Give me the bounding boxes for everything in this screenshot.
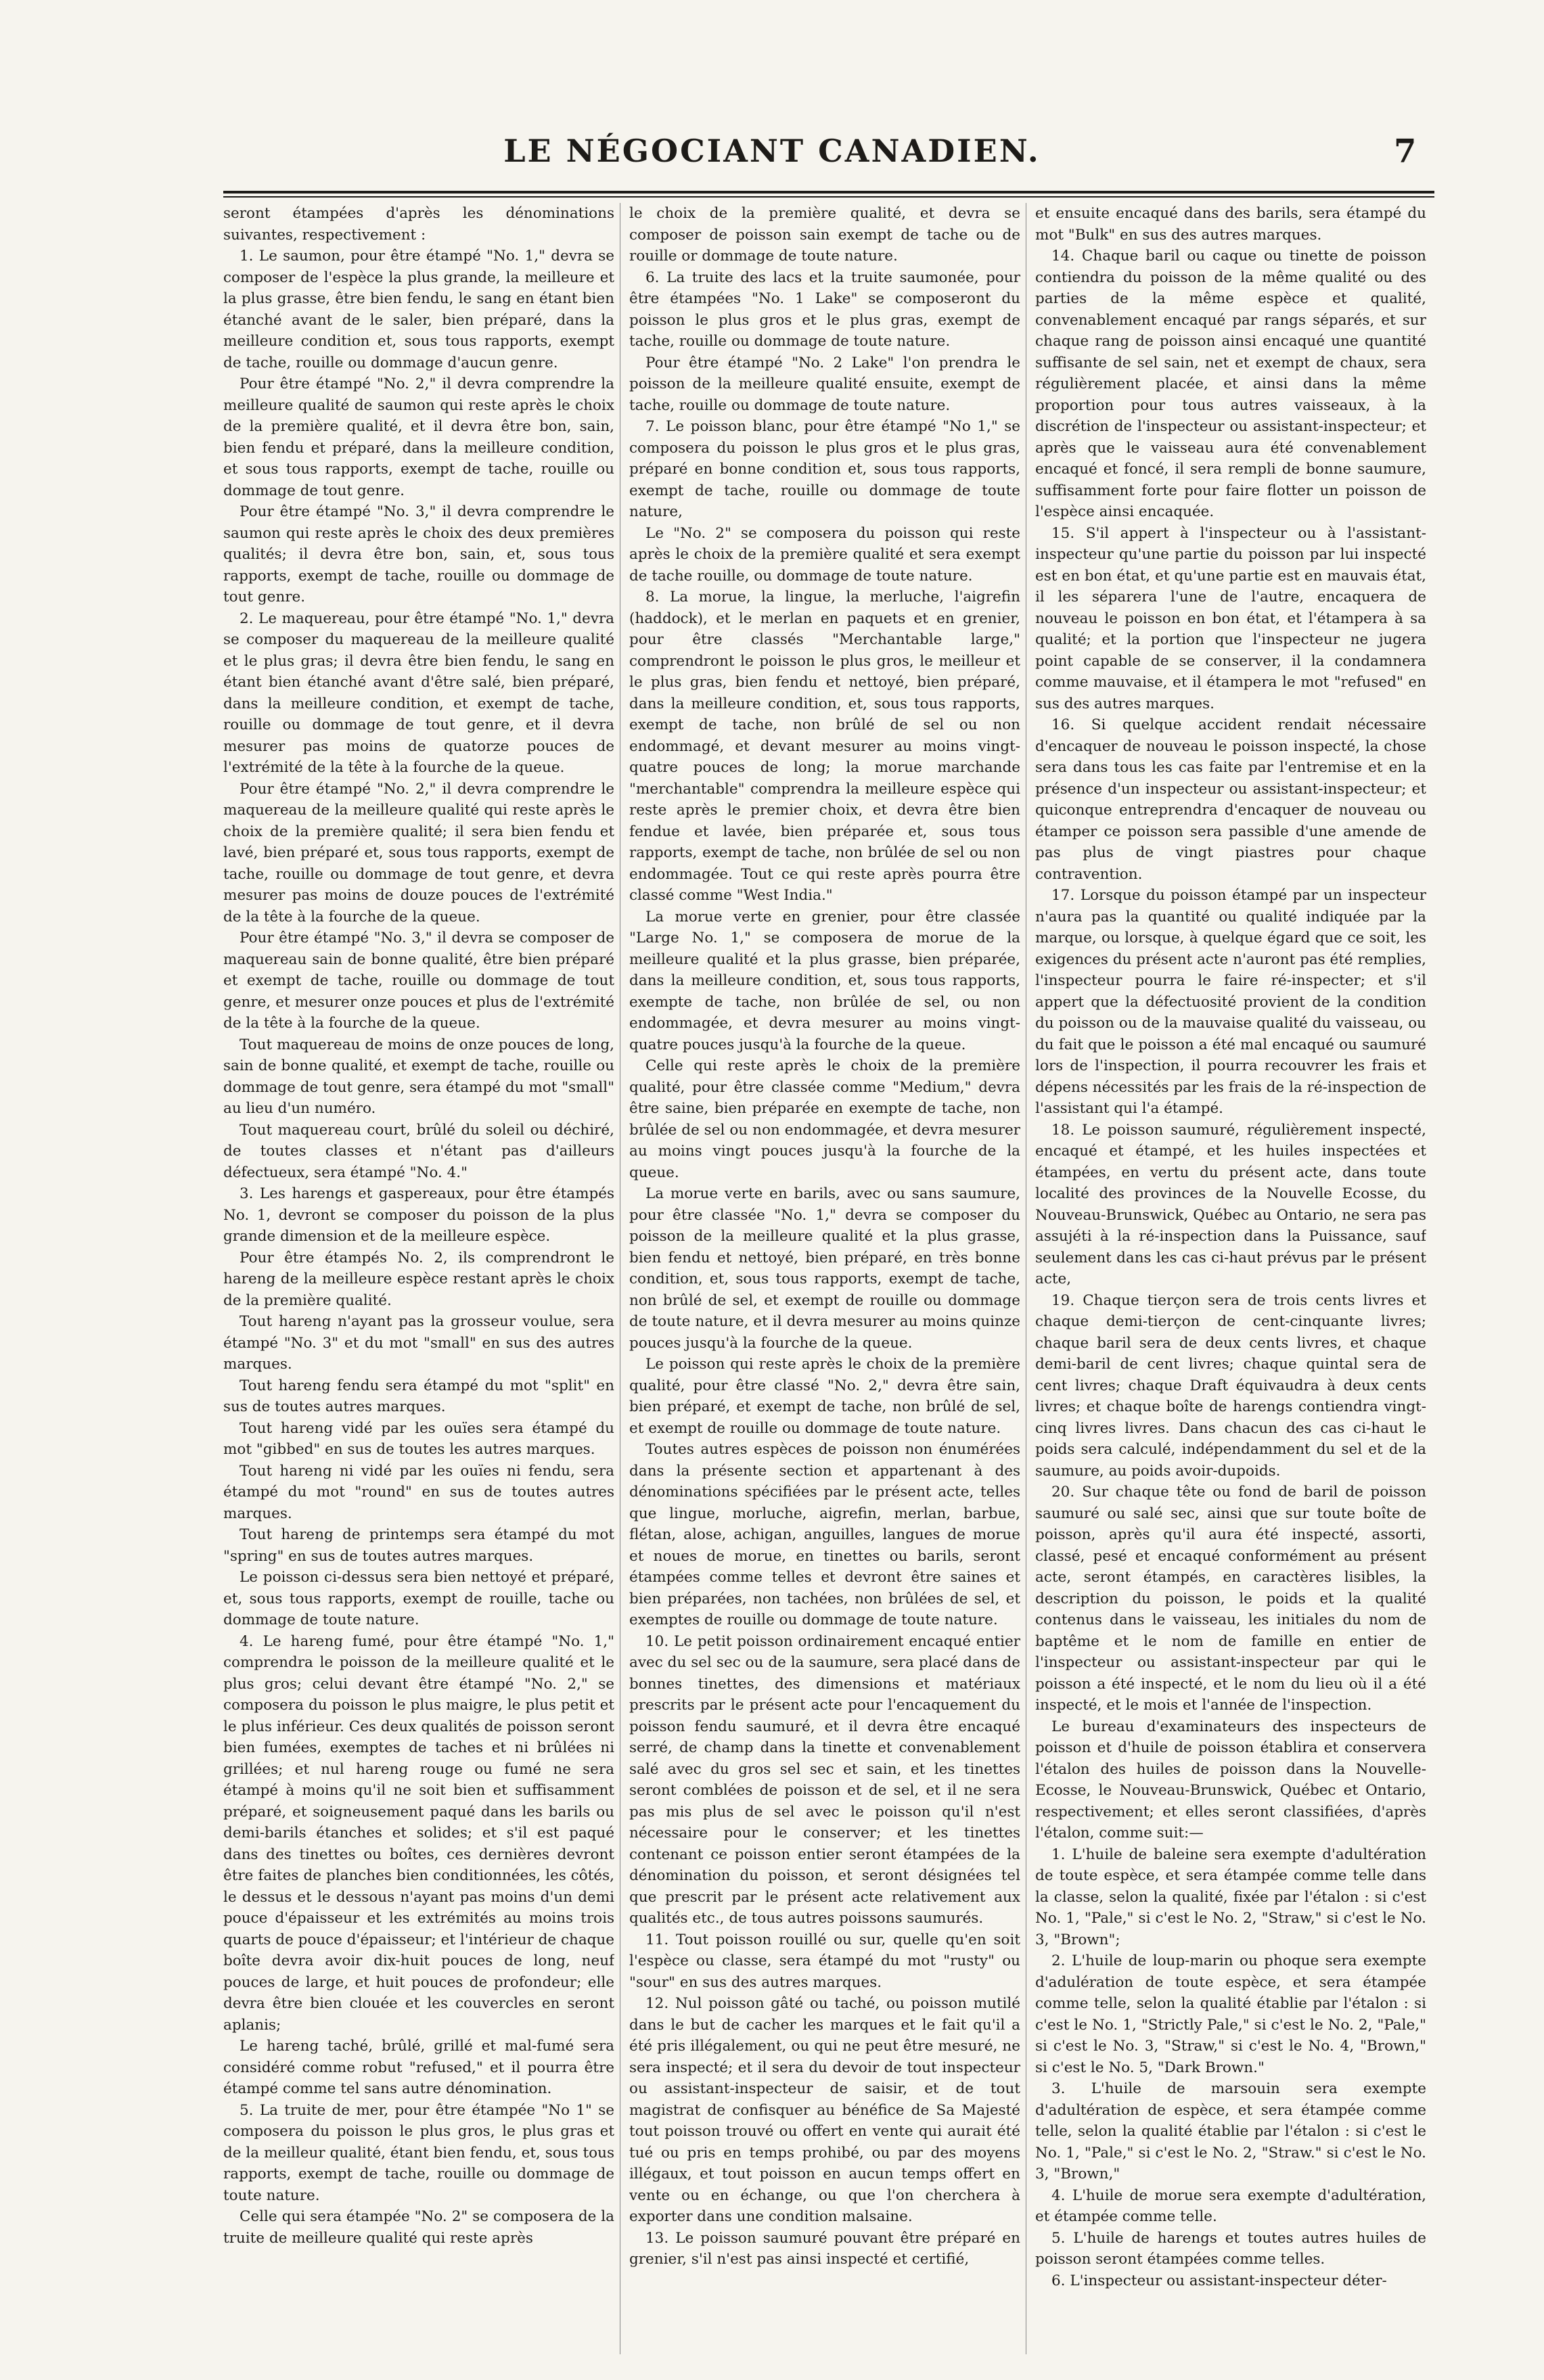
paragraph: 4. L'huile de morue sera exempte d'adultération, et étampée comme telle. [1035,2187,1426,2225]
paragraph: Pour être étampé "No. 2 Lake" l'on prendra le poisson de la meilleure qualité ensuite, exempt de tache, rouille ou dommage de toute nature. [629,354,1020,414]
paragraph: Tout hareng ni vidé par les ouïes ni fendu, sera étampé du mot "round" en sus de toutes autres marques. [223,1462,614,1522]
paragraph: 5. L'huile de harengs et toutes autres huiles de poisson seront étampées comme telles. [1035,2229,1426,2268]
column-1 [223,203,614,2354]
paragraph: Tout maquereau de moins de onze pouces de long, sain de bonne qualité, et exempt de tache, rouille ou dommage de tout genre, sera étampé du mot "small" au lieu d'un numéro. [223,1036,614,1117]
paragraph: La morue verte en barils, avec ou sans saumure, pour être classée "No. 1," devra se composer du poisson de la meilleure qualité et la plus grasse, bien fendu et nettoyé, bien préparé, en très bonne condition, et, sous tous rapports, exempt de tache, non brûlé de sel, et exempt de rouille ou dommage de toute nature, et il devra mesurer au moins quinze pouces jusqu'à la fourche de la queue. [629,1185,1020,1352]
column-2 [629,203,1020,2354]
paragraph: 7. Le poisson blanc, pour être étampé "No 1," se composera du poisson le plus gros et le plus gras, préparé en bonne condition et, sous tous rapports, exempt de tache, rouille ou dommage de toute nature, [629,418,1020,520]
paragraph: Pour être étampé "No. 3," il devra se composer de maquereau sain de bonne qualité, être bien préparé et exempt de tache, rouille ou dommage de tout genre, et mesurer onze pouces et plus de l'extrémité de la tête à la fourche de la queue. [223,930,614,1032]
paragraph: 15. S'il appert à l'inspecteur ou à l'assistant-inspecteur qu'une partie du poisson par lui inspecté est en bon état, et qu'une partie est en mauvais état, il les séparera l'une de l'autre, encaquera de nouveau le poisson en bon état, et l'étampera à sa qualité; et la portion que l'inspecteur ne jugera point capable de se conserver, il la condamnera comme mauvaise, et il étampera le mot "refused" en sus des autres marques. [1035,524,1426,712]
paragraph: La morue verte en grenier, pour être classée "Large No. 1," se composera de morue de la meilleure qualité et la plus grasse, bien préparée, dans la meilleure condition, et, sous tous rapports, exempte de tache, non brûlée de sel, ou non endommagée, et devra mesurer au moins vingt-quatre pouces jusqu'à la fourche de la queue. [629,908,1020,1053]
paragraph: 17. Lorsque du poisson étampé par un inspecteur n'aura pas la quantité ou qualité indiquée par la marque, ou lorsque, à quelque égard que ce soit, les exigences du présent acte n'auront pas été remplies, l'inspecteur pourra le faire ré-inspecter; et s'il appert que la défectuosité provient de la condition du poisson ou de la mauvaise qualité du vaisseau, ou du fait que le poisson a été mal encaqué ou saumuré lors de l'inspection, il pourra recouvrer les frais et dépens nécessités par les frais de la ré-inspection de l'assistant qui l'a étampé. [1035,887,1426,1117]
paragraph: 19. Chaque tierçon sera de trois cents livres et chaque demi-tierçon de cent-cinquante livres; chaque baril sera de deux cents livres, et chaque demi-baril de cent livres; chaque quintal sera de cent livres; chaque Draft équivaudra à deux cents livres; et chaque boîte de harengs contiendra vingt-cinq livres livres. Dans chacun des cas ci-haut le poids sera calculé, indépendamment du sel et de la saumure, au poids avoir-dupoids. [1035,1291,1426,1480]
paragraph: Tout maquereau court, brûlé du soleil ou déchiré, de toutes classes et n'étant pas d'ailleurs défectueux, sera étampé "No. 4." [223,1121,614,1181]
paragraph: 11. Tout poisson rouillé ou sur, quelle qu'en soit l'espèce ou classe, sera étampé du mot "rusty" ou "sour" en sus des autres marques. [629,1931,1020,1991]
paragraph: Le poisson qui reste après le choix de la première qualité, pour être classé "No. 2," devra être sain, bien préparé, et exempt de tache, non brûlé de sel, et exempt de rouille ou dommage de toute nature. [629,1356,1020,1437]
paragraph: 1. Le saumon, pour être étampé "No. 1," devra se composer de l'espèce la plus grande, la meilleure et la plus grasse, être bien fendu, le sang en étant bien étanché avant de le saler, bien préparé, dans la meilleure condition et, sous tous rapports, exempt de tache, rouille ou dommage d'aucun genre. [223,248,614,371]
masthead-title: LE NÉGOCIANT CANADIEN. [503,133,1041,169]
paragraph: 6. L'inspecteur ou assistant-inspecteur déter- [1051,2272,1387,2289]
paragraph: 12. Nul poisson gâté ou taché, ou poisson mutilé dans le but de cacher les marques et le fait qu'il a été pris illégalement, ou qui ne peut être mesuré, ne sera inspecté; et il sera du devoir de tout inspecteur ou assistant-inspecteur de saisir, et de tout magistrat de confisquer au bénéfice de Sa Majesté tout poisson trouvé ou offert en vente qui aurait été tué ou pris en temps prohibé, ou par des moyens illégaux, et tout poisson en aucun temps offert en vente ou en échange, ou que l'on cherchera à exporter dans une condition malsaine. [629,1995,1020,2225]
paragraph: et ensuite encaqué dans des barils, sera étampé du mot "Bulk" en sus des autres marques. [1035,205,1426,244]
paragraph: Le "No. 2" se composera du poisson qui reste après le choix de la première qualité et sera exempt de tache rouille, ou dommage de toute nature. [629,524,1020,585]
paragraph: Pour être étampé "No. 2," il devra comprendre le maquereau de la meilleure qualité qui reste après le choix de la première qualité; il sera bien fendu et lavé, bien préparé et, sous tous rapports, exempt de tache, rouille ou dommage de tout genre, et devra mesurer pas moins de douze pouces de l'extrémité de la tête à la fourche de la queue. [223,780,614,925]
column-3 [1035,203,1426,2354]
paragraph: 4. Le hareng fumé, pour être étampé "No. 1," comprendra le poisson de la meilleure qualité et le plus gros; celui devant être étampé "No. 2," se composera du poisson le plus maigre, le plus petit et le plus inférieur. Ces deux qualités de poisson seront bien fumées, exemptes de taches et ni brûlées ni grillées; et nul hareng rouge ou fumé ne sera étampé à moins qu'il ne soit bien et suffisamment préparé, et soigneusement paqué dans les barils ou demi-barils étanches et solides; et s'il est paqué dans des tinettes ou boîtes, ces dernières devront être faites de planches bien conditionnées, les côtés, le dessus et le dessous n'ayant pas moins d'un demi pouce d'épaisseur et les extrémités au moins trois quarts de pouce d'épaisseur; et l'intérieur de chaque boîte devra avoir dix-huit pouces de long, neuf pouces de large, et huit pouces de profondeur; elle devra être bien clouée et les couvercles en seront aplanis; [223,1632,614,2034]
paragraph: 3. Les harengs et gaspereaux, pour être étampés No. 1, devront se composer du poisson de la plus grande dimension et de la meilleure espèce. [223,1185,614,1245]
paragraph: 20. Sur chaque tête ou fond de baril de poisson saumuré ou salé sec, ainsi que sur toute boîte de poisson, après qu'il aura été inspecté, assorti, classé, pesé et encaqué conformément au présent acte, seront étampés, en caractères lisibles, la description du poisson, le poids et la qualité contenus dans le vaisseau, les initiales du nom de baptême et le nom de famille en entier de l'inspecteur ou assistant-inspecteur par qui le poisson a été inspecté, et le nom du lieu où il a été inspecté, et le mois et l'année de l'inspection. [1035,1484,1426,1714]
paragraph: 2. Le maquereau, pour être étampé "No. 1," devra se composer du maquereau de la meilleure qualité et le plus gras; il devra être bien fendu, le sang en étant bien étanché avant d'être salé, bien préparé, dans la meilleure condition, et exempt de tache, rouille ou dommage de tout genre, et il devra mesurer pas moins de quatorze pouces de l'extrémité de la tête à la fourche de la queue. [223,610,614,776]
header-rule-thin [223,196,1434,198]
paragraph: Le poisson ci-dessus sera bien nettoyé et préparé, et, sous tous rapports, exempt de rouille, tache ou dommage de toute nature. [223,1569,614,1628]
paragraph: 18. Le poisson saumuré, régulièrement inspecté, encaqué et étampé, et les huiles inspectées et étampées, en vertu du présent acte, dans toute localité des provinces de la Nouvelle Ecosse, du Nouveau-Brunswick, Québec au Ontario, ne sera pas assujéti à la ré-inspection dans la Puissance, sauf seulement dans les cas ci-haut prévus par le présent acte, [1035,1121,1426,1287]
paragraph: Pour être étampés No. 2, ils comprendront le hareng de la meilleure espèce restant après le choix de la première qualité. [223,1249,614,1309]
paragraph: 5. La truite de mer, pour être étampée "No 1" se composera du poisson le plus gros, le plus gras et de la meilleur qualité, étant bien fendu, et, sous tous rapports, exempt de tache, rouille ou dommage de toute nature. [223,2101,614,2204]
page-number: 7 [1394,133,1417,170]
paragraph: 3. L'huile de marsouin sera exempte d'adultération de espèce, et sera étampée comme telle, selon la qualité établie par l'étalon : si c'est le No. 1, "Pale," si c'est le No. 2, "Straw." si c'est le No. 3, "Brown," [1035,2080,1426,2182]
paragraph: Tout hareng de printemps sera étampé du mot "spring" en sus de toutes autres marques. [223,1526,614,1565]
paragraph: Tout hareng n'ayant pas la grosseur voulue, sera étampé "No. 3" et du mot "small" en sus des autres marques. [223,1313,614,1373]
paragraph: le choix de la première qualité, et devra se composer de poisson sain exempt de tache ou de rouille or dommage de toute nature. [629,205,1020,265]
paragraph: 6. La truite des lacs et la truite saumonée, pour être étampées "No. 1 Lake" se composeront du poisson le plus gros et le plus gras, exempt de tache, rouille ou dommage de toute nature. [629,269,1020,350]
paragraph: 8. La morue, la lingue, la merluche, l'aigrefin (haddock), et le merlan en paquets et en grenier, pour être classés "Merchantable large," comprendront le poisson le plus gros, le meilleur et le plus gras, bien fendu et nettoyé, bien préparé, dans la meilleure condition, et, sous tous rapports, exempt de tache, non brûlé de sel ou non endommagé, et devant mesurer au moins vingt-quatre pouces de long; la morue marchande "merchantable" comprendra la meilleure espèce qui reste après le premier choix, et devra être bien fendue et lavée, bien préparée et, sous tous rapports, exempt de tache, non brûlée de sel ou non endommagée. Tout ce qui reste après pourra être classé comme "West India." [629,589,1020,904]
paragraph: Celle qui sera étampée "No. 2" se composera de la truite de meilleure qualité qui reste après [223,2208,614,2247]
paragraph: 2. L'huile de loup-marin ou phoque sera exempte d'adulération de toute espèce, et sera étampée comme telle, selon la qualité établie par l'étalon : si c'est le No. 1, "Strictly Pale," si c'est le No. 2, "Pale," si c'est le No. 3, "Straw," si c'est le No. 4, "Brown," si c'est le No. 5, "Dark Brown." [1035,1952,1426,2076]
page-header [0,133,1544,180]
paragraph: Tout hareng fendu sera étampé du mot "split" en sus de toutes autres marques. [223,1377,614,1415]
paragraph: 10. Le petit poisson ordinairement encaqué entier avec du sel sec ou de la saumure, sera placé dans de bonnes tinettes, des dimensions et matériaux prescrits par le présent acte pour l'encaquement du poisson fendu saumuré, et il devra être encaqué serré, de champ dans la tinette et convenablement salé avec du gros sel sec et sain, et les tinettes seront comblées de poisson et de sel, et il ne sera pas mis plus de sel avec le poisson qu'il n'est nécessaire pour le conserver; et les tinettes contenant ce poisson entier seront étampées de la dénomination du poisson, et seront désignées tel que prescrit par le présent acte relativement aux qualités etc., de tous autres poissons saumurés. [629,1632,1020,1927]
paragraph: 16. Si quelque accident rendait nécessaire d'encaquer de nouveau le poisson inspecté, la chose sera dans tous les cas faite par l'entremise et en la présence d'un inspecteur ou assistant-inspecteur; et quiconque entreprendra d'encaquer de nouveau ou étamper ce poisson sera passible d'une amende de pas plus de vingt piastres pour chaque contravention. [1035,716,1426,883]
paragraph: Le hareng taché, brûlé, grillé et mal-fumé sera considéré comme robut "refused," et il pourra être étampé comme tel sans autre dénomination. [223,2038,614,2097]
header-rule [223,191,1434,193]
paragraph: Tout hareng vidé par les ouïes sera étampé du mot "gibbed" en sus de toutes les autres marques. [223,1419,614,1458]
paragraph: Toutes autres espèces de poisson non énumérées dans la présente section et appartenant à des dénominations spécifiées par le présent acte, telles que lingue, morluche, aigrefin, merlan, barbue, flétan, alose, achigan, anguilles, langues de morue et noues de morue, en tinettes ou barils, seront étampées comme telles et devront être saines et bien préparées, non tachées, non brûlées de sel, et exemptes de rouille ou dommage de toute nature. [629,1441,1020,1628]
paragraph: 14. Chaque baril ou caque ou tinette de poisson contiendra du poisson de la même qualité ou des parties de la même espèce et qualité, convenablement encaqué par rangs séparés, et sur chaque rang de poisson ainsi encaqué une quantité suffisante de sel sain, net et exempt de chaux, sera régulièrement placée, et ainsi dans la même proportion pour tous autres vaisseaux, à la discrétion de l'inspecteur ou assistant-inspecteur; et après que le vaisseau aura été convenablement encaqué et foncé, il sera rempli de bonne saumure, suffisamment forte pour faire flotter un poisson de l'espèce ainsi encaquée. [1035,248,1426,520]
paragraph: 1. L'huile de baleine sera exempte d'adultération de toute espèce, et sera étampée comme telle dans la classe, selon la qualité, fixée par l'étalon : si c'est No. 1, "Pale," si c'est le No. 2, "Straw," si c'est le No. 3, "Brown"; [1035,1846,1426,1948]
paragraph: Pour être étampé "No. 3," il devra comprendre le saumon qui reste après le choix des deux premières qualités; il devra être bon, sain, et, sous tous rapports, exempt de tache, rouille ou dommage de tout genre. [223,503,614,605]
paragraph: Pour être étampé "No. 2," il devra comprendre la meilleure qualité de saumon qui reste après le choix de la première qualité, et il devra être bon, sain, bien fendu et préparé, dans la meilleure condition, et sous tous rapports, exempt de tache, rouille ou dommage de tout genre. [223,375,614,499]
paragraph: Celle qui reste après le choix de la première qualité, pour être classée comme "Medium," devra être saine, bien préparée en exempte de tache, non brûlée de sel ou non endommagée, et devra mesurer au moins vingt pouces jusqu'à la fourche de la queue. [629,1057,1020,1181]
paragraph: Le bureau d'examinateurs des inspecteurs de poisson et d'huile de poisson établira et conservera l'étalon des huiles de poisson dans la Nouvelle-Ecosse, le Nouveau-Brunswick, Québec et Ontario, respectivement; et elles seront classifiées, d'après l'étalon, comme suit:— [1035,1718,1426,1841]
paragraph: seront étampées d'après les dénominations suivantes, respectivement : [223,205,614,244]
paragraph: 13. Le poisson saumuré pouvant être préparé en grenier, s'il n'est pas ainsi inspecté et certifié, [629,2229,1020,2268]
